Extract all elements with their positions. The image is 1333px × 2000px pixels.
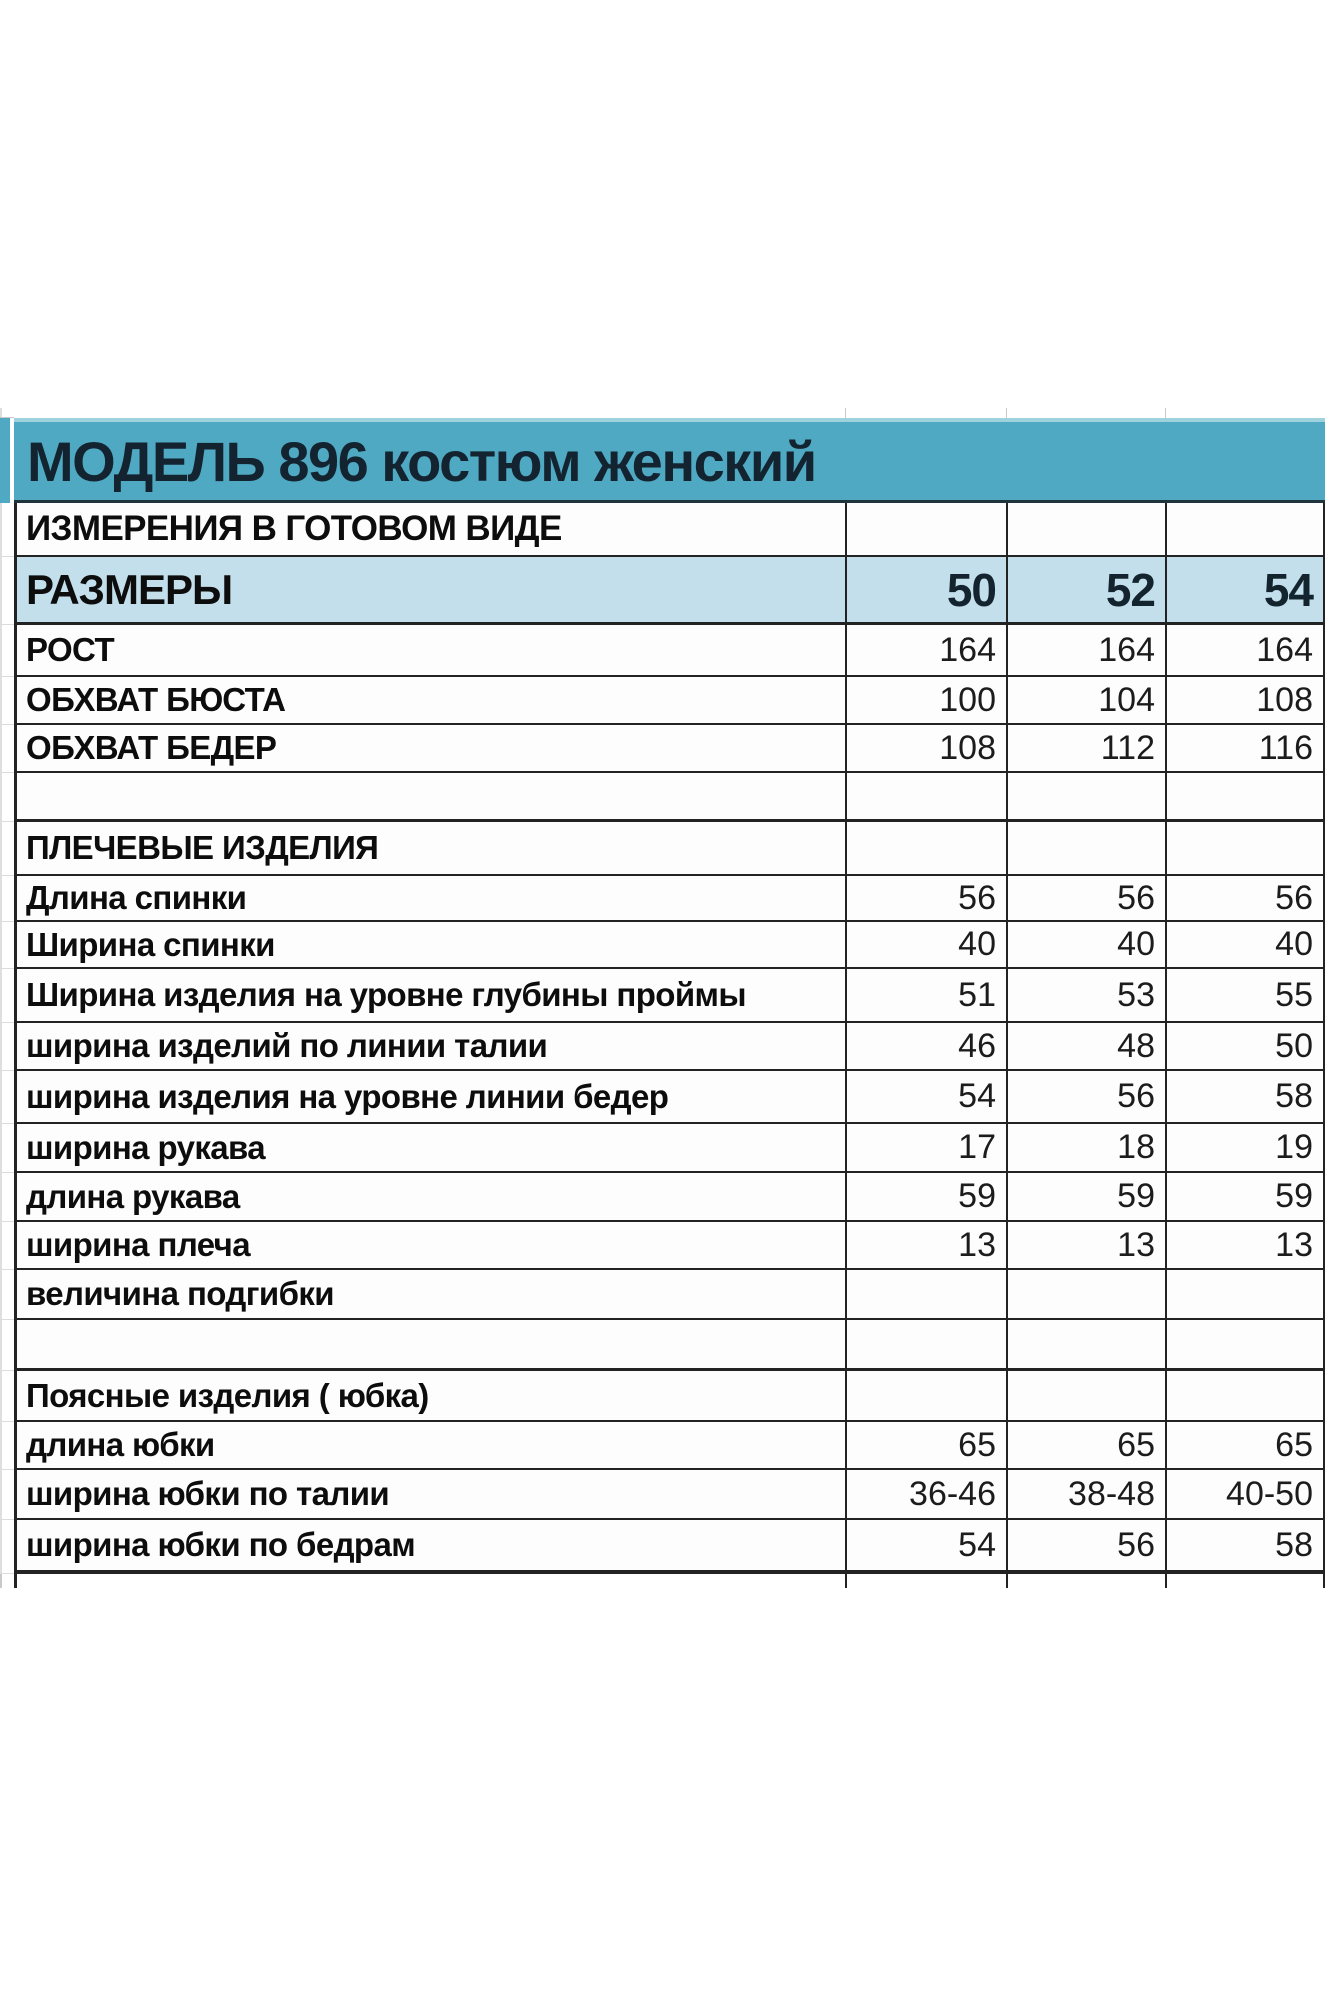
- row-value-cell-size-52: 40: [1006, 922, 1165, 969]
- row-value-cell-size-50: 108: [845, 725, 1006, 773]
- table-row: [0, 1222, 1325, 1270]
- row-value-cell-size-52: [1006, 1320, 1165, 1371]
- row-value-cell-size-54: 19: [1165, 1124, 1325, 1173]
- size-column-header-52: 52: [1006, 557, 1165, 625]
- table-row: [0, 677, 1325, 725]
- sizes-header-row: [0, 557, 1325, 625]
- gridline-stub: [845, 408, 1006, 418]
- measure-note-row: [0, 503, 1325, 557]
- row-value-cell-size-54: 116: [1165, 725, 1325, 773]
- row-value-cell-size-52: 164: [1006, 625, 1165, 677]
- row-label-cell: [14, 1320, 845, 1371]
- row-value-cell-size-52: 48: [1006, 1023, 1165, 1071]
- gridline-stub-row: [0, 408, 1325, 418]
- table-row: [0, 773, 1325, 822]
- size-column-header-54: 54: [1165, 557, 1325, 625]
- table-row: [0, 1023, 1325, 1071]
- row-value-cell-size-52: 13: [1006, 1222, 1165, 1270]
- table-row: [0, 1124, 1325, 1173]
- row-value-cell-size-54: [1165, 773, 1325, 822]
- sheet-gutter-cell: [0, 876, 14, 922]
- table-title: МОДЕЛЬ 896 костюм женский: [14, 418, 1325, 503]
- sheet-gutter-cell: [0, 1371, 14, 1422]
- sheet-gutter-cell: [0, 677, 14, 725]
- table-row: [0, 1071, 1325, 1124]
- row-value-cell-size-54: 55: [1165, 969, 1325, 1023]
- row-value-cell-size-50: [845, 1320, 1006, 1371]
- row-value-cell-size-52: [1006, 1270, 1165, 1320]
- sheet-gutter-cell: [0, 1574, 14, 1588]
- row-label-cell: [14, 773, 845, 822]
- row-label-cell: ширина юбки по талии: [14, 1470, 845, 1520]
- row-value-cell-size-50: 54: [845, 1071, 1006, 1124]
- sheet-gutter-cell: [0, 725, 14, 773]
- row-value-cell-size-52: 18: [1006, 1124, 1165, 1173]
- row-value-cell-size-50: 65: [845, 1422, 1006, 1470]
- sizes-header-label: РАЗМЕРЫ: [14, 557, 845, 625]
- empty-cell: [1165, 503, 1325, 557]
- row-label-cell: ширина плеча: [14, 1222, 845, 1270]
- stub-spacer: [14, 1574, 845, 1588]
- sheet-gutter-cell: [0, 773, 14, 822]
- sheet-gutter-cell: [0, 1222, 14, 1270]
- row-value-cell-size-50: [845, 1270, 1006, 1320]
- table-row: [0, 1520, 1325, 1574]
- row-label-cell: длина юбки: [14, 1422, 845, 1470]
- sheet-gutter-cell: [0, 557, 14, 625]
- row-label-cell: длина рукава: [14, 1173, 845, 1222]
- row-value-cell-size-52: 65: [1006, 1422, 1165, 1470]
- row-value-cell-size-52: 53: [1006, 969, 1165, 1023]
- row-value-cell-size-50: [845, 822, 1006, 876]
- row-value-cell-size-54: 164: [1165, 625, 1325, 677]
- row-value-cell-size-54: 65: [1165, 1422, 1325, 1470]
- gridline-stub-row: [0, 1574, 1325, 1588]
- row-value-cell-size-52: [1006, 773, 1165, 822]
- row-label-cell: Ширина изделия на уровне глубины проймы: [14, 969, 845, 1023]
- size-chart-table: [0, 408, 1326, 1588]
- row-value-cell-size-52: 104: [1006, 677, 1165, 725]
- sheet-gutter-cell: [0, 1173, 14, 1222]
- row-value-cell-size-54: 108: [1165, 677, 1325, 725]
- row-label-cell: Длина спинки: [14, 876, 845, 922]
- row-value-cell-size-52: 56: [1006, 876, 1165, 922]
- gridline-stub: [845, 1574, 1006, 1588]
- row-label-cell: РОСТ: [14, 625, 845, 677]
- row-value-cell-size-52: 56: [1006, 1520, 1165, 1574]
- row-value-cell-size-50: 17: [845, 1124, 1006, 1173]
- row-label-cell: ширина изделия на уровне линии бедер: [14, 1071, 845, 1124]
- table-row: [0, 625, 1325, 677]
- row-value-cell-size-50: 36-46: [845, 1470, 1006, 1520]
- row-value-cell-size-50: 51: [845, 969, 1006, 1023]
- row-value-cell-size-50: 164: [845, 625, 1006, 677]
- table-row: [0, 922, 1325, 969]
- row-value-cell-size-52: [1006, 1371, 1165, 1422]
- sheet-gutter-cell: [0, 625, 14, 677]
- row-value-cell-size-54: [1165, 822, 1325, 876]
- row-value-cell-size-52: [1006, 822, 1165, 876]
- table-row: [0, 876, 1325, 922]
- sheet-gutter-cell: [0, 822, 14, 876]
- row-value-cell-size-50: 59: [845, 1173, 1006, 1222]
- sheet-gutter-cell: [0, 1071, 14, 1124]
- table-row: [0, 822, 1325, 876]
- row-value-cell-size-50: [845, 1371, 1006, 1422]
- empty-cell: [1006, 503, 1165, 557]
- size-column-header-50: 50: [845, 557, 1006, 625]
- row-value-cell-size-50: 40: [845, 922, 1006, 969]
- row-value-cell-size-54: 40-50: [1165, 1470, 1325, 1520]
- stub-spacer: [14, 408, 845, 418]
- table-row: [0, 1270, 1325, 1320]
- sheet-gutter-cell: [0, 1320, 14, 1371]
- gridline-stub: [1006, 408, 1165, 418]
- row-value-cell-size-50: 56: [845, 876, 1006, 922]
- sheet-gutter-cell: [0, 969, 14, 1023]
- row-value-cell-size-54: 50: [1165, 1023, 1325, 1071]
- row-value-cell-size-54: 13: [1165, 1222, 1325, 1270]
- sheet-gutter-cell: [0, 1270, 14, 1320]
- row-label-cell: ОБХВАТ БЕДЕР: [14, 725, 845, 773]
- row-label-cell: ширина юбки по бедрам: [14, 1520, 845, 1574]
- sheet-gutter-cell: [0, 1422, 14, 1470]
- gridline-stub: [1165, 1574, 1325, 1588]
- row-value-cell-size-54: 40: [1165, 922, 1325, 969]
- row-value-cell-size-54: 59: [1165, 1173, 1325, 1222]
- row-label-cell: величина подгибки: [14, 1270, 845, 1320]
- row-value-cell-size-52: 56: [1006, 1071, 1165, 1124]
- row-label-cell: Поясные изделия ( юбка): [14, 1371, 845, 1422]
- row-value-cell-size-50: 13: [845, 1222, 1006, 1270]
- sheet-gutter-cell: [0, 1520, 14, 1574]
- row-label-cell: ширина рукава: [14, 1124, 845, 1173]
- table-row: [0, 1173, 1325, 1222]
- table-row: [0, 1320, 1325, 1371]
- measurement-rows: [0, 625, 1326, 1574]
- row-label-cell: ширина изделий по линии талии: [14, 1023, 845, 1071]
- sheet-gutter-cell: [0, 1470, 14, 1520]
- table-row: [0, 725, 1325, 773]
- table-row: [0, 1470, 1325, 1520]
- row-value-cell-size-54: [1165, 1270, 1325, 1320]
- row-value-cell-size-52: 38-48: [1006, 1470, 1165, 1520]
- sheet-gutter-cell: [0, 408, 14, 418]
- row-value-cell-size-54: 56: [1165, 876, 1325, 922]
- row-value-cell-size-52: 112: [1006, 725, 1165, 773]
- table-title-row: [0, 418, 1325, 503]
- empty-cell: [845, 503, 1006, 557]
- row-value-cell-size-54: 58: [1165, 1071, 1325, 1124]
- row-value-cell-size-50: 46: [845, 1023, 1006, 1071]
- row-label-cell: ОБХВАТ БЮСТА: [14, 677, 845, 725]
- row-value-cell-size-54: [1165, 1371, 1325, 1422]
- table-row: [0, 1371, 1325, 1422]
- sheet-gutter-cell: [0, 418, 14, 503]
- row-value-cell-size-50: 100: [845, 677, 1006, 725]
- row-value-cell-size-54: 58: [1165, 1520, 1325, 1574]
- table-row: [0, 969, 1325, 1023]
- gridline-stub: [1165, 408, 1325, 418]
- table-row: [0, 1422, 1325, 1470]
- sheet-gutter-cell: [0, 503, 14, 557]
- row-label-cell: ПЛЕЧЕВЫЕ ИЗДЕЛИЯ: [14, 822, 845, 876]
- row-value-cell-size-54: [1165, 1320, 1325, 1371]
- measure-note-label: ИЗМЕРЕНИЯ В ГОТОВОМ ВИДЕ: [14, 503, 845, 557]
- row-value-cell-size-50: [845, 773, 1006, 822]
- row-label-cell: Ширина спинки: [14, 922, 845, 969]
- gridline-stub: [1006, 1574, 1165, 1588]
- sheet-gutter-cell: [0, 1023, 14, 1071]
- sheet-gutter-cell: [0, 1124, 14, 1173]
- sheet-gutter-cell: [0, 922, 14, 969]
- row-value-cell-size-50: 54: [845, 1520, 1006, 1574]
- row-value-cell-size-52: 59: [1006, 1173, 1165, 1222]
